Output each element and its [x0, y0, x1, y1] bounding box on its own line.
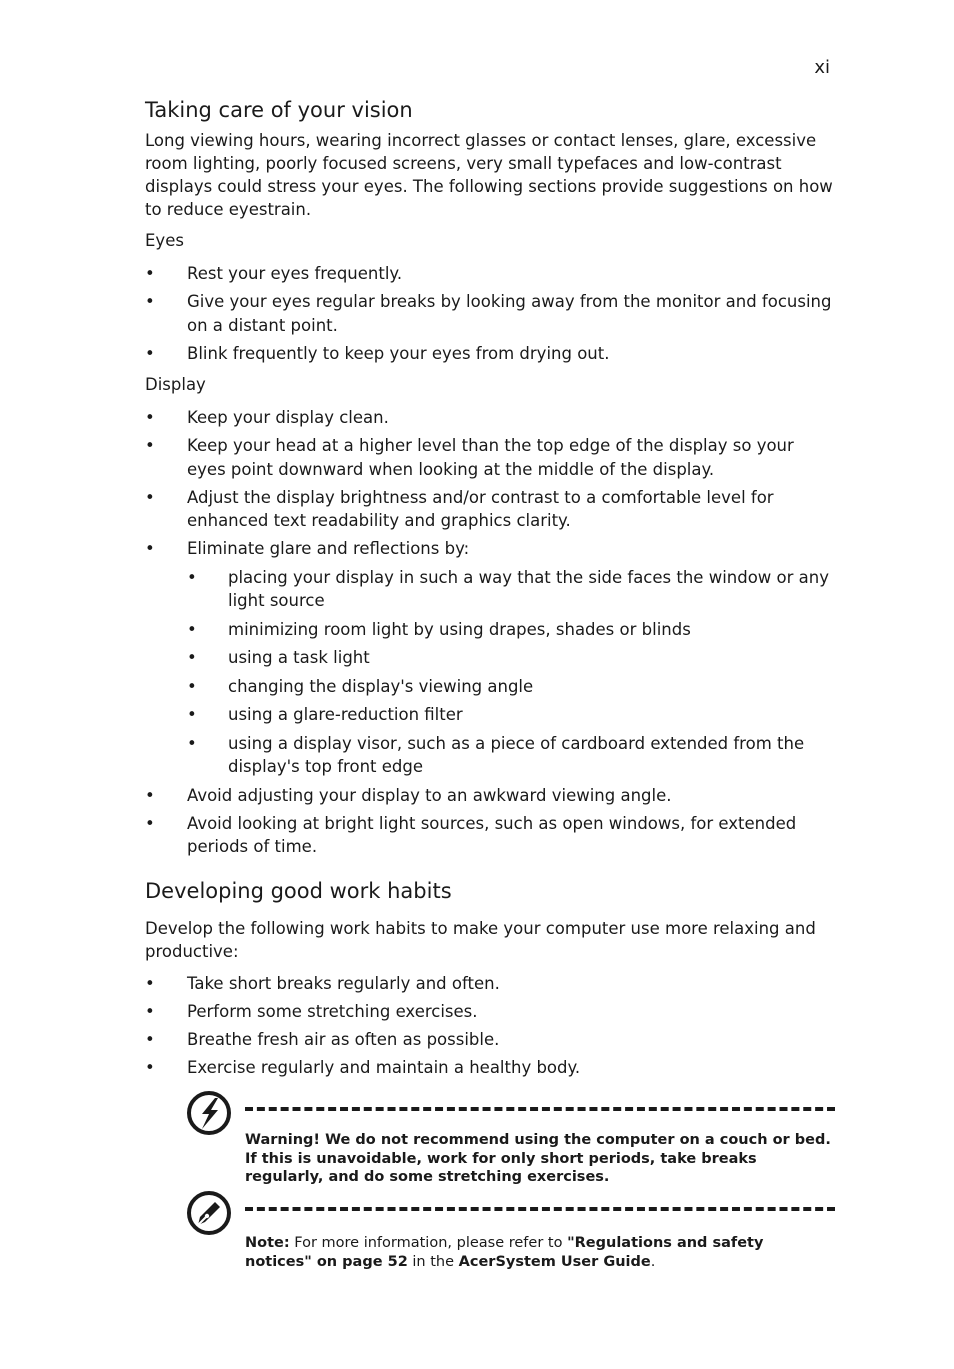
bullet-icon: •	[187, 619, 197, 639]
bullet-icon: •	[145, 264, 155, 283]
sublist-item: • using a task light	[187, 646, 835, 670]
bullet-icon: •	[145, 785, 155, 805]
list-item: • Blink frequently to keep your eyes from drying out.	[145, 342, 835, 366]
bullet-icon: •	[145, 1029, 155, 1049]
list-item: • Adjust the display brightness and/or contrast to a comfortable level for enhanced text readability and graphics clarity.	[145, 487, 774, 530]
note-label: Note:	[245, 1235, 290, 1251]
list-item: • Perform some stretching exercises.	[145, 1000, 835, 1024]
note-text: Note: For more information, please refer to "Regulations and safety notices" on page 52 in the AcerSystem User Guide.	[245, 1235, 764, 1270]
sublist-item: • placing your display in such a way that the side faces the window or any light source	[187, 567, 830, 610]
note-reference: "Regulations and safety notices" on page 52	[245, 1235, 764, 1270]
sublist-item: • minimizing room light by using drapes, shades or blinds	[187, 618, 835, 642]
eyes-subheading: Eyes	[145, 231, 184, 250]
bullet-icon: •	[187, 733, 197, 753]
bullet-icon: •	[145, 973, 155, 993]
list-item: • Breathe fresh air as often as possible.	[145, 1028, 835, 1052]
list-item: • Keep your head at a higher level than the top edge of the display so your eyes point downward when looking at the middle of the display.	[145, 436, 794, 479]
bullet-icon: •	[187, 648, 197, 667]
glare-sublist	[187, 566, 835, 779]
bullet-icon: •	[187, 567, 197, 587]
list-item: • Eliminate glare and reflections by: • placing your display in such a way that the side faces the window or any light source • minimizing room light by using drapes, shades or blinds • using a task light • changing the display's viewing angle • using a glare-reduction filter • using a display visor, such as a piece of cardboard extended from the display's top front edge	[145, 537, 835, 779]
display-list	[145, 406, 835, 859]
list-item: • Give your eyes regular breaks by looking away from the monitor and focusing on a distant point.	[145, 292, 832, 335]
list-item: • Exercise regularly and maintain a healthy body.	[145, 1056, 835, 1080]
note-notice	[185, 1189, 835, 1279]
bullet-icon: •	[145, 292, 155, 311]
display-subheading: Display	[145, 375, 206, 394]
section-heading-vision: Taking care of your vision	[145, 98, 413, 122]
bullet-icon: •	[145, 813, 155, 833]
list-item: • Keep your display clean.	[145, 406, 835, 430]
bullet-icon: •	[187, 676, 197, 696]
list-item: • Take short breaks regularly and often.	[145, 972, 835, 996]
note-divider	[245, 1207, 835, 1211]
list-item: • Rest your eyes frequently.	[145, 262, 835, 286]
note-guide-title: AcerSystem User Guide	[458, 1253, 651, 1270]
eyes-list	[145, 262, 835, 365]
page-content	[145, 96, 835, 1084]
sublist-item: • changing the display's viewing angle	[187, 675, 835, 699]
warning-divider	[245, 1107, 835, 1111]
sublist-item: • using a glare-reduction filter	[187, 703, 835, 727]
habits-list	[145, 972, 835, 1080]
bullet-icon: •	[145, 343, 155, 363]
bullet-icon: •	[145, 539, 155, 558]
warning-notice	[185, 1089, 835, 1189]
section-heading-habits: Developing good work habits	[145, 878, 452, 903]
bullet-icon: •	[145, 1001, 155, 1021]
bullet-icon: •	[145, 436, 155, 455]
warning-lightning-icon	[185, 1089, 233, 1137]
bullet-icon: •	[145, 487, 155, 507]
habits-intro: Develop the following work habits to make your computer use more relaxing and productive:	[145, 918, 816, 961]
vision-intro: Long viewing hours, wearing incorrect glasses or contact lenses, glare, excessive room lighting, poorly focused screens, very small typefaces and low-contrast displays could stress your eyes. The following sections provide suggestions on how to reduce eyestrain.	[145, 131, 833, 219]
bullet-icon: •	[145, 408, 155, 427]
warning-text: Warning! We do not recommend using the computer on a couch or bed. If this is unavoidable, work for only short periods, take breaks regularly, and do some stretching exercises.	[245, 1132, 831, 1185]
list-item: • Avoid adjusting your display to an awkward viewing angle.	[145, 784, 835, 808]
list-item: • Avoid looking at bright light sources, such as open windows, for extended periods of time.	[145, 813, 797, 856]
bullet-icon: •	[145, 1057, 155, 1077]
note-pen-icon	[185, 1189, 233, 1237]
bullet-icon: •	[187, 705, 197, 724]
sublist-item: • using a display visor, such as a piece of cardboard extended from the display's top front edge	[187, 733, 805, 776]
page-number: xi	[814, 57, 830, 78]
